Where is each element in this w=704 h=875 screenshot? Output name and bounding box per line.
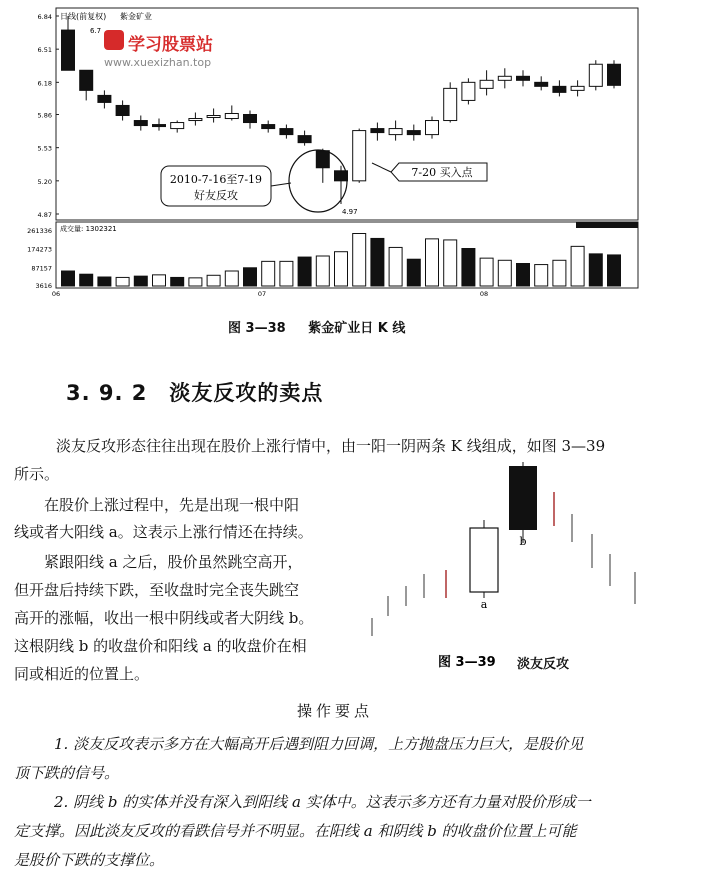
volume-panel-marker — [576, 222, 638, 228]
price-tick-label: 4.87 — [37, 211, 52, 219]
volume-bar — [244, 268, 257, 286]
watermark — [104, 26, 234, 76]
candle-down — [517, 76, 530, 80]
annotation-left-line1: 2010-7-16至7-19 — [169, 173, 263, 186]
candle-up — [589, 64, 602, 86]
paragraph-line: 紧跟阳线 a 之后，股价虽然跳空高开， — [44, 553, 303, 571]
candle-up — [353, 131, 366, 181]
volume-bar — [316, 256, 329, 286]
candle-down — [116, 105, 129, 115]
candle-up — [498, 76, 511, 80]
volume-bar — [280, 261, 293, 286]
figure-3-39 — [362, 448, 662, 672]
candle-down — [262, 125, 275, 129]
price-tick-label: 5.20 — [37, 177, 52, 186]
candle-up — [444, 88, 457, 120]
volume-bar — [207, 275, 220, 286]
volume-bar — [262, 261, 275, 286]
volume-bar — [553, 260, 566, 286]
figure-3-39-number: 图 3—39 — [438, 655, 496, 670]
paragraph-line: 在股价上涨过程中，先是出现一根中阳 — [44, 496, 300, 514]
section-title: 3. 9. 2 淡友反攻的卖点 — [66, 381, 324, 405]
volume-bar — [353, 234, 366, 286]
volume-bar — [608, 255, 621, 286]
candle-up — [462, 82, 475, 100]
volume-bar — [62, 271, 75, 286]
price-tick-label: 5.86 — [37, 111, 52, 120]
volume-bar — [517, 264, 530, 286]
ops-line: 顶下跌的信号。 — [14, 764, 120, 782]
date-axis — [52, 290, 488, 298]
volume-bar — [298, 257, 311, 286]
paragraph-line: 但开盘后持续下跌，至收盘时完全丧失跳空 — [14, 581, 300, 599]
volume-bar — [589, 254, 602, 286]
volume-bar — [389, 247, 402, 286]
price-tick-label: 6.18 — [37, 79, 52, 88]
date-tick-label: 06 — [51, 290, 61, 298]
candle-down — [153, 125, 166, 127]
volume-bar — [462, 249, 475, 286]
chart-header-left: 日线(前复权) — [60, 12, 107, 21]
volume-bar — [80, 274, 93, 286]
paragraph-line: 线或者大阳线 a。这表示上涨行情还在持续。 — [14, 523, 313, 541]
price-tick-label: 6.51 — [37, 46, 52, 55]
volume-tick-label: 87157 — [31, 264, 52, 273]
volume-bar — [407, 259, 420, 286]
paragraph-line: 这根阴线 b 的收盘价和阳线 a 的收盘价在相 — [14, 637, 307, 655]
figure-number: 图 3—38 — [228, 321, 286, 336]
volume-bar — [426, 239, 439, 286]
volume-tick-label: 174273 — [27, 245, 52, 254]
volume-bar — [116, 277, 129, 286]
candle-up — [480, 80, 493, 88]
ops-line: 2. 阴线 b 的实体并没有深入到阳线 a 实体中。这表示多方还有力量对股价形成一 — [54, 793, 591, 811]
candle-down — [608, 64, 621, 85]
volume-bar — [171, 277, 184, 286]
candle-down — [134, 121, 147, 126]
volume-bar — [371, 238, 384, 286]
volume-axis — [27, 227, 52, 290]
candle-down — [535, 82, 548, 86]
paragraph-line: 淡友反攻形态往往出现在股价上涨行情中，由一阳一阴两条 K 线组成，如图 3—39 — [56, 437, 606, 455]
volume-bar — [153, 275, 166, 286]
candle-down — [62, 30, 75, 70]
candle-down — [80, 70, 93, 90]
volume-bar — [535, 265, 548, 286]
watermark-logo-icon — [104, 30, 124, 50]
chart-header-stock: 紫金矿业 — [120, 12, 152, 21]
date-tick-label: 07 — [257, 290, 267, 298]
candle-down — [280, 129, 293, 135]
candle-b-label: b — [519, 535, 527, 548]
kline-chart-figure — [0, 0, 670, 305]
ops-line: 定支撑。因此淡友反攻的看跌信号并不明显。在阳线 a 和阴线 b 的收盘价位置上可能 — [14, 822, 577, 840]
paragraph-line: 同或相近的位置上。 — [14, 665, 150, 683]
volume-bar — [134, 276, 147, 286]
volume-tick-label: 3616 — [35, 282, 52, 291]
high-price-label: 6.7 — [90, 27, 102, 35]
candle-down — [553, 86, 566, 92]
candle-down — [244, 114, 257, 122]
candle-up — [171, 123, 184, 129]
candle-up — [389, 129, 402, 135]
low-price-label: 4.97 — [342, 208, 358, 216]
candle-up — [189, 119, 202, 121]
candle-down — [371, 129, 384, 133]
volume-bar — [189, 278, 202, 286]
figure-3-38-caption — [228, 317, 405, 336]
candle-up — [571, 86, 584, 90]
ops-title: 操作要点 — [296, 702, 373, 720]
watermark-title: 学习股票站 — [128, 35, 213, 55]
candle-b-body — [509, 466, 537, 530]
annotation-left-line2: 好友反攻 — [194, 189, 238, 202]
annotation-right-text: 7-20 买入点 — [411, 166, 473, 179]
volume-bar — [480, 258, 493, 286]
ops-line: 是股价下跌的支撑位。 — [14, 851, 165, 869]
candle-a-body — [470, 528, 498, 592]
price-tick-label: 5.53 — [37, 144, 52, 153]
volume-label: 成交量: 1302321 — [60, 225, 117, 233]
candle-down — [98, 95, 111, 102]
watermark-url: www.xuexizhan.top — [104, 56, 212, 69]
volume-bar — [335, 252, 348, 286]
paragraph-line: 高开的涨幅，收出一根中阴线或者大阴线 b。 — [14, 609, 314, 627]
volume-bar — [444, 240, 457, 286]
price-tick-label: 6.84 — [37, 13, 52, 21]
candle-down — [298, 136, 311, 143]
volume-bar — [225, 271, 238, 286]
volume-tick-label: 261336 — [27, 227, 52, 235]
kline-chart — [0, 0, 670, 305]
figure-3-39-title: 淡友反攻 — [517, 657, 570, 672]
ops-line: 1. 淡友反攻表示多方在大幅高开后遇到阻力回调，上方抛盘压力巨大，是股价见 — [54, 735, 584, 753]
candle-down — [407, 131, 420, 135]
figure-title: 紫金矿业日 K 线 — [308, 321, 406, 336]
candle-down — [316, 151, 329, 168]
candle-up — [426, 121, 439, 135]
volume-bar — [498, 260, 511, 286]
date-tick-label: 08 — [479, 290, 489, 298]
candle-a-label: a — [480, 598, 488, 611]
volume-bar — [571, 246, 584, 286]
candle-up — [207, 116, 220, 118]
paragraph-line: 所示。 — [14, 465, 60, 483]
volume-bar — [98, 277, 111, 286]
candle-up — [225, 113, 238, 118]
